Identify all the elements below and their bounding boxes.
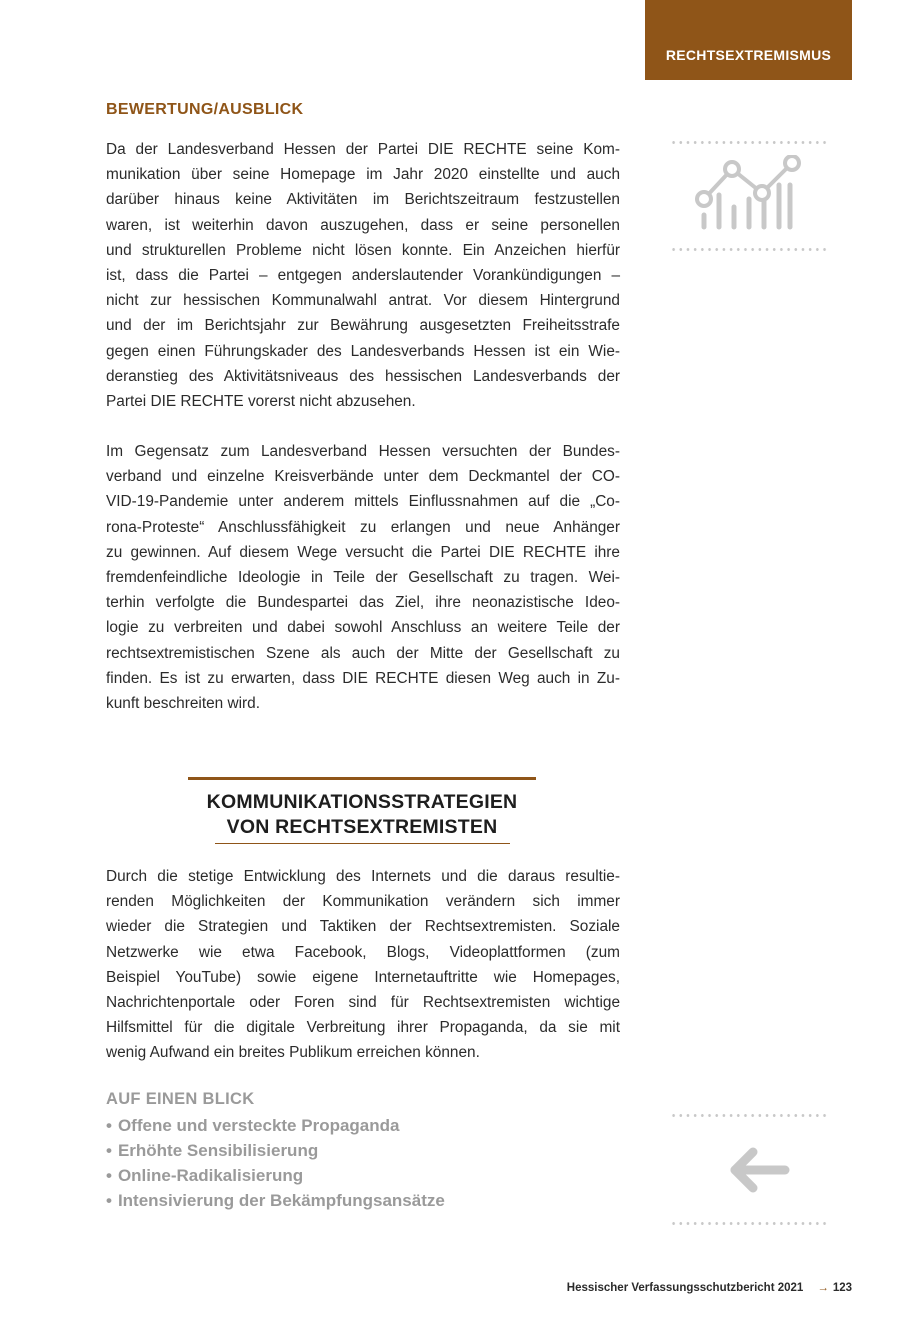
text-line: waren, ist weiterhin davon auszugehen, dass er seine personellen <box>106 216 620 234</box>
text-line: renden Möglichkeiten der Kommunikation verändern sich immer <box>106 893 620 911</box>
text-line: wieder die Strategien und Taktiken der Rechtsextremisten. Soziale <box>106 918 620 936</box>
box-heading-line-2: VON RECHTSEXTREMISTEN <box>226 816 498 838</box>
page-footer <box>567 1282 852 1294</box>
text-line: Hilfsmittel für die digitale Verbreitung ihrer Propaganda, da sie mit <box>106 1019 620 1037</box>
dotted-divider <box>670 248 828 251</box>
list-item: • Erhöhte Sensibilisierung <box>106 1141 319 1160</box>
paragraph-box-intro <box>106 864 620 1066</box>
text-line: munikation über seine Homepage im Jahr 2020 einstellte und auch <box>106 166 620 184</box>
footer-arrow: → <box>817 1282 829 1294</box>
text-line: finden. Es ist zu erwarten, dass DIE RECHTE diesen Weg auch in Zu- <box>106 669 620 687</box>
text-line: Da der Landesverband Hessen der Partei DIE RECHTE seine Kom- <box>106 141 620 158</box>
dotted-divider <box>670 141 828 144</box>
list-item: • Intensivierung der Bekämpfungsansätze <box>106 1191 445 1210</box>
box-heading <box>188 777 536 840</box>
text-line: gegen einen Führungskader des Landesverbands Hessen ist ein Wie- <box>106 342 620 360</box>
text-line: verband und einzelne Kreisverbände unter dem Deckmantel der CO- <box>106 468 620 486</box>
at-a-glance-list <box>106 1113 445 1213</box>
list-item: • Offene und versteckte Propaganda <box>106 1116 400 1135</box>
section-heading: BEWERTUNG/AUSBLICK <box>106 101 304 118</box>
text-line: darüber hinaus keine Aktivitäten im Berichtszeitraum festzustellen <box>106 191 620 209</box>
paragraph-outlook <box>106 439 620 716</box>
text-line: nicht zur hessischen Kommunalwahl antrat. Vor diesem Hintergrund <box>106 292 620 310</box>
at-a-glance-title: AUF EINEN BLICK <box>106 1090 255 1108</box>
text-line: Partei DIE RECHTE vorerst nicht abzusehen. <box>106 393 416 411</box>
text-line: kunft beschreiten wird. <box>106 695 260 713</box>
trend-chart-icon <box>692 155 802 240</box>
text-line: wenig Aufwand ein breites Publikum erreichen können. <box>106 1044 480 1062</box>
text-line: rona-Proteste“ Anschlussfähigkeit zu erlangen und neue Anhänger <box>106 518 620 536</box>
text-line: deranstieg des Aktivitätsniveaus des hessischen Landesverbands der <box>106 367 620 385</box>
text-line: fremdenfeindliche Ideologie in Teile der Gesellschaft zu tragen. Wei- <box>106 569 620 587</box>
text-line: VID-19-Pandemie unter anderem mittels Einflussnahmen auf die „Co- <box>106 493 620 511</box>
box-heading-line-1: KOMMUNIKATIONSSTRATEGIEN <box>206 791 518 813</box>
footer-publication: Hessischer Verfassungsschutzbericht 2021 <box>566 1282 804 1294</box>
text-line: Nachrichtenportale oder Foren sind für Rechtsextremisten wichtige <box>106 994 620 1012</box>
text-line: ist, dass die Partei – entgegen anderslautender Vorankündigungen – <box>106 267 620 285</box>
page-number: 123 <box>832 1282 852 1294</box>
paragraph-assessment <box>106 137 620 414</box>
chapter-tab: RECHTSEXTREMISMUS <box>645 0 852 80</box>
text-line: und der im Berichtsjahr zur Bewährung ausgesetzten Freiheitsstrafe <box>106 317 620 335</box>
text-line: Netzwerke wie etwa Facebook, Blogs, Videoplattformen (zum <box>106 943 620 961</box>
text-line: Im Gegensatz zum Landesverband Hessen versuchten der Bundes- <box>106 443 620 460</box>
box-heading-underline <box>215 843 510 844</box>
list-item: • Online-Radikalisierung <box>106 1166 304 1185</box>
list-item-text: Offene und versteckte Propaganda <box>117 1116 400 1135</box>
text-line: Durch die stetige Entwicklung des Internets und die daraus resultie- <box>106 868 620 885</box>
text-line: zu gewinnen. Auf diesem Wege versucht die Partei DIE RECHTE ihre <box>106 543 620 561</box>
list-item-text: Online-Radikalisierung <box>117 1166 304 1185</box>
text-line: logie zu verbreiten und dabei sowohl Anschluss an weitere Teile der <box>106 619 620 637</box>
list-item-text: Erhöhte Sensibilisierung <box>117 1141 319 1160</box>
list-item-text: Intensivierung der Bekämpfungsansätze <box>117 1191 445 1210</box>
text-line: Beispiel YouTube) sowie eigene Internetauftritte wie Homepages, <box>106 968 620 986</box>
text-line: und strukturellen Probleme nicht lösen konnte. Ein Anzeichen hierfür <box>106 241 620 259</box>
dotted-divider <box>670 1114 828 1117</box>
text-line: terhin verfolgte die Bundespartei das Ziel, ihre neonazistische Ideo- <box>106 594 620 612</box>
arrow-left-icon <box>727 1145 791 1200</box>
dotted-divider <box>670 1222 828 1225</box>
text-line: rechtsextremistischen Szene als auch der Mitte der Gesellschaft zu <box>106 644 620 662</box>
